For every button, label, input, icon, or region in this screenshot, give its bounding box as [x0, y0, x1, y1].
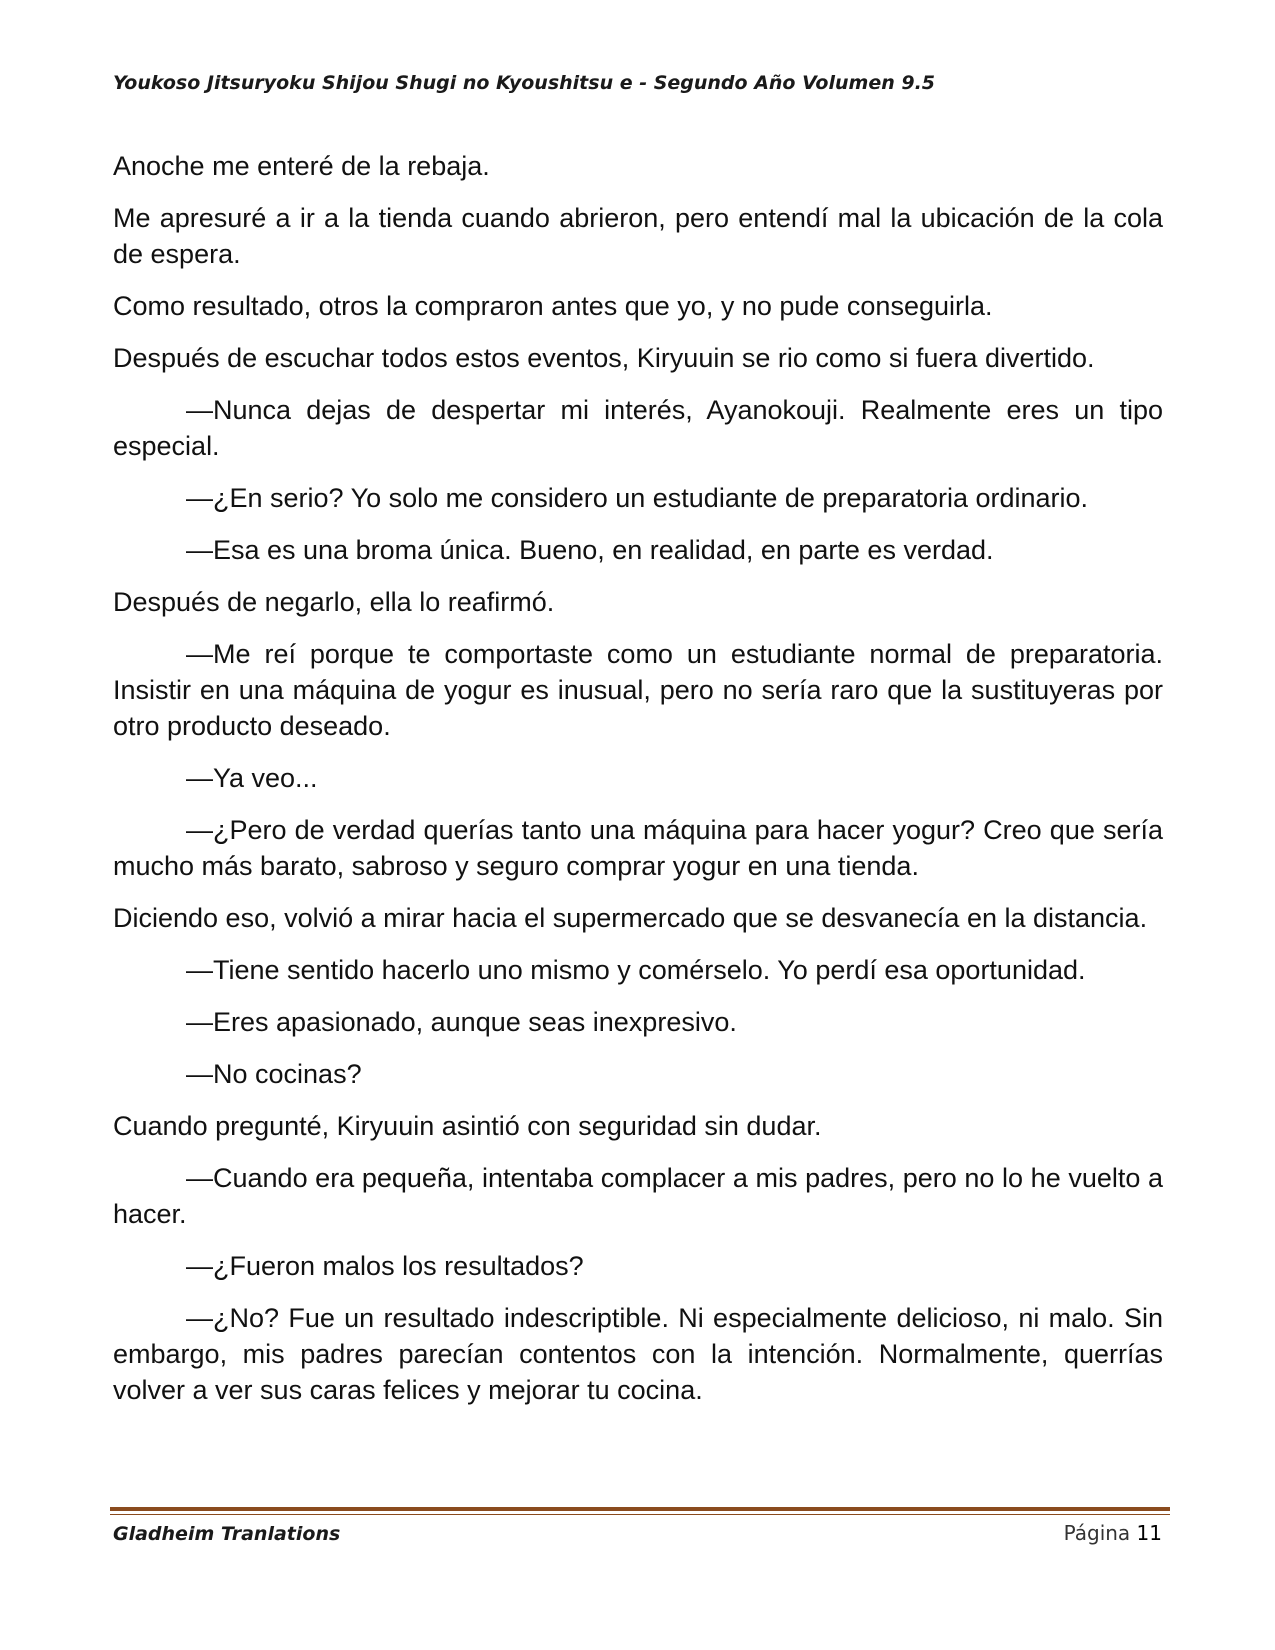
page-number: [1064, 1521, 1162, 1545]
dialogue-paragraph: —Eres apasionado, aunque seas inexpresivo.: [186, 1007, 737, 1037]
dialogue-paragraph: —No cocinas?: [186, 1059, 362, 1089]
paragraph: Anoche me enteré de la rebaja.: [113, 151, 490, 181]
dialogue-paragraph: —Tiene sentido hacerlo uno mismo y comérselo. Yo perdí esa oportunidad.: [186, 955, 1086, 985]
running-header: Youkoso Jitsuryoku Shijou Shugi no Kyoushitsu e - Segundo Año Volumen 9.5: [113, 72, 936, 94]
paragraph: Como resultado, otros la compraron antes que yo, y no pude conseguirla.: [113, 291, 993, 321]
footer-rule-thin: [110, 1514, 1170, 1515]
dialogue-paragraph: —Esa es una broma única. Bueno, en realidad, en parte es verdad.: [186, 535, 994, 565]
page-label: Página: [1063, 1521, 1131, 1545]
paragraph: Después de escuchar todos estos eventos, Kiryuuin se rio como si fuera divertido.: [113, 343, 1095, 373]
page-number-value: 11: [1136, 1521, 1162, 1545]
dialogue-paragraph: —¿Fueron malos los resultados?: [186, 1251, 584, 1281]
footer-rule: [110, 1507, 1170, 1511]
dialogue-paragraph: —¿En serio? Yo solo me considero un estudiante de preparatoria ordinario.: [186, 483, 1089, 513]
paragraph: Me apresuré a ir a la tienda cuando abrieron, pero entendí mal la ubicación de la cola de espera.: [113, 203, 1163, 269]
dialogue-paragraph: —Nunca dejas de despertar mi interés, Ayanokouji. Realmente eres un tipo especial.: [113, 395, 1163, 461]
dialogue-paragraph: —Me reí porque te comportaste como un estudiante normal de preparatoria. Insistir en una máquina de yogur es inusual, pero no sería raro que la sustituyeras por otro producto deseado.: [113, 639, 1163, 741]
paragraph: Diciendo eso, volvió a mirar hacia el supermercado que se desvanecía en la distancia.: [113, 903, 1148, 933]
dialogue-paragraph: —¿No? Fue un resultado indescriptible. Ni especialmente delicioso, ni malo. Sin embargo, mis padres parecían contentos con la intención. Normalmente, querrías volver a ver sus caras felices y mejorar tu cocina.: [113, 1303, 1163, 1405]
dialogue-paragraph: —¿Pero de verdad querías tanto una máquina para hacer yogur? Creo que sería mucho más barato, sabroso y seguro comprar yogur en una tienda.: [113, 815, 1163, 881]
footer-credit: Gladheim Tranlations: [113, 1523, 341, 1545]
dialogue-paragraph: —Ya veo...: [186, 763, 318, 793]
body-text: [113, 148, 1163, 1424]
dialogue-paragraph: —Cuando era pequeña, intentaba complacer a mis padres, pero no lo he vuelto a hacer.: [113, 1163, 1163, 1229]
paragraph: Después de negarlo, ella lo reafirmó.: [113, 587, 555, 617]
paragraph: Cuando pregunté, Kiryuuin asintió con seguridad sin dudar.: [113, 1111, 822, 1141]
